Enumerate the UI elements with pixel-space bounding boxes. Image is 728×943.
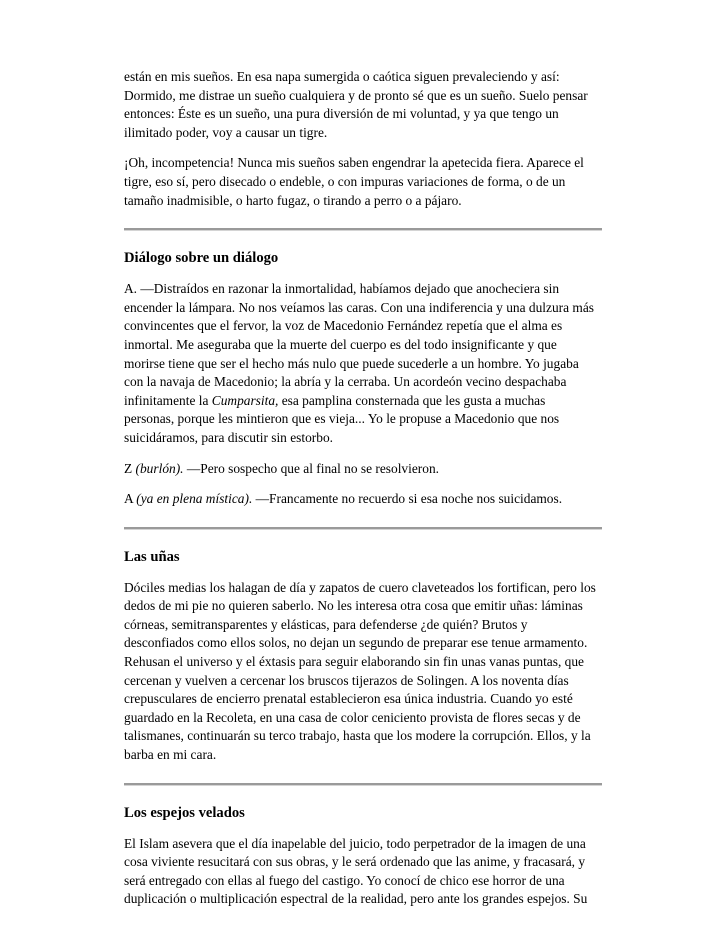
text-line: Dóciles medias los halagan de día y zapatos de cuero claveteados los fortifican, pero los (124, 579, 596, 595)
unas-paragraph (124, 579, 604, 765)
text-line: será entregado con ellas al fuego del castigo. Yo conocí de chico ese horror de una (124, 872, 565, 888)
text-line: encender la lámpara. No nos veíamos las caras. Con una indiferencia y una dulzura más (124, 299, 594, 315)
text-line: entonces: Éste es un sueño, una pura diversión de mi voluntad, y ya que tengo un (124, 106, 559, 122)
section-title: Los espejos velados (124, 804, 245, 821)
text-line: guardado en la Recoleta, en una casa de color ceniciento provista de flores secas y de (124, 709, 581, 725)
text-line: talismanes, continuarán su terco trabajo, hasta que los modere la corrupción. Ellos, y la (124, 728, 591, 744)
text-line: Rehusan el universo y el éxtasis para seguir elaborando sin fin unas vanas puntas, que (124, 654, 584, 670)
text-run: esa pamplina consternada que les gusta a muchas (278, 392, 546, 408)
text-line: duplicación o multiplicación espectral de la realidad, pero ante los grandes espejos. Su (124, 891, 588, 907)
text-line: morirse tiene que ser el hecho más nulo que puede sucederle a un hombre. Yo jugaba (124, 355, 579, 371)
speaker: A (124, 491, 137, 507)
text-line: El Islam asevera que el día inapelable del juicio, todo perpetrador de la imagen de una (124, 835, 586, 851)
text-line: tigre, eso sí, pero disecado o endeble, o con impuras variaciones de forma, o de un (124, 173, 566, 189)
stage-direction: (ya en plena mística). (136, 491, 253, 507)
text-line: barba en mi cara. (124, 747, 217, 763)
text-line: cosa viviente resucitará con sus obras, y le será ordenado que las anime, y fracasará, y (124, 854, 586, 870)
dialogue-text: —Francamente no recuerdo si esa noche nos suicidamos. (252, 491, 563, 507)
text-line: cercenan y vuelven a cercenar los bruscos tijerazos de Solingen. A los noventa días (124, 672, 569, 688)
text-line: con la navaja de Macedonio; la abría y la cerraba. Un acordeón vecino despachaba (124, 374, 567, 390)
text-line (124, 460, 604, 479)
stage-direction: (burlón). (135, 460, 184, 476)
text-line: Dormido, me distrae un sueño cualquiera y de pronto sé que es un sueño. Suelo pensar (124, 87, 588, 103)
text-line: dedos de mi pie no quieren saberlo. No les interesa otra cosa que emitir uñas: láminas (124, 598, 583, 614)
intro-paragraph-1 (124, 68, 604, 142)
text-line: personas, porque les mintieron que es vieja... Yo le propuse a Macedonio que nos (124, 411, 560, 427)
dialogo-paragraph-3 (124, 490, 604, 509)
text-line: ilimitado poder, voy a causar un tigre. (124, 124, 328, 140)
text-line: crepusculares de encierro prenatal establecieron esa única industria. Cuando yo esté (124, 691, 573, 707)
text-line: desconfiados como ellos solos, no dejan un segundo de preparar ese tenue armamento. (124, 635, 588, 651)
text-line: córneas, semitransparentes y elásticas, para defenderse ¿de quién? Brutos y (124, 616, 528, 632)
dialogo-paragraph-2 (124, 460, 604, 479)
section-title: Las uñas (124, 548, 180, 565)
intro-section (124, 68, 604, 210)
espejos-paragraph (124, 835, 604, 909)
text-line: inmortal. Me aseguraba que la muerte del cuerpo es del todo insignificante y que (124, 336, 557, 352)
dialogo-section (124, 249, 604, 509)
text-line: convincentes que el fervor, la voz de Macedonio Fernández repetía que el alma es (124, 318, 563, 334)
text-line (124, 392, 604, 411)
text-line: suicidáramos, para discutir sin estorbo. (124, 429, 333, 445)
document-page (124, 68, 604, 909)
unas-section (124, 548, 604, 765)
text-line: están en mis sueños. En esa napa sumergida o caótica siguen prevaleciendo y así: (124, 69, 560, 84)
text-line: tamaño inadmisible, o harto fugaz, o tirando a perro o a pájaro. (124, 192, 462, 208)
italic-title: Cumparsita, (211, 392, 279, 408)
speaker: Z (124, 460, 136, 476)
espejos-section (124, 804, 604, 909)
section-title: Diálogo sobre un diálogo (124, 250, 279, 267)
dialogue-text: —Pero sospecho que al final no se resolvieron. (183, 460, 439, 476)
text-line (124, 490, 604, 509)
intro-paragraph-2 (124, 154, 604, 210)
text-line: ¡Oh, incompetencia! Nunca mis sueños saben engendrar la apetecida fiera. Aparece el (124, 155, 584, 171)
text-run: infinitamente la (124, 392, 212, 408)
text-line: A. —Distraídos en razonar la inmortalidad, habíamos dejado que anocheciera sin (124, 281, 560, 297)
dialogo-paragraph-1 (124, 280, 604, 447)
